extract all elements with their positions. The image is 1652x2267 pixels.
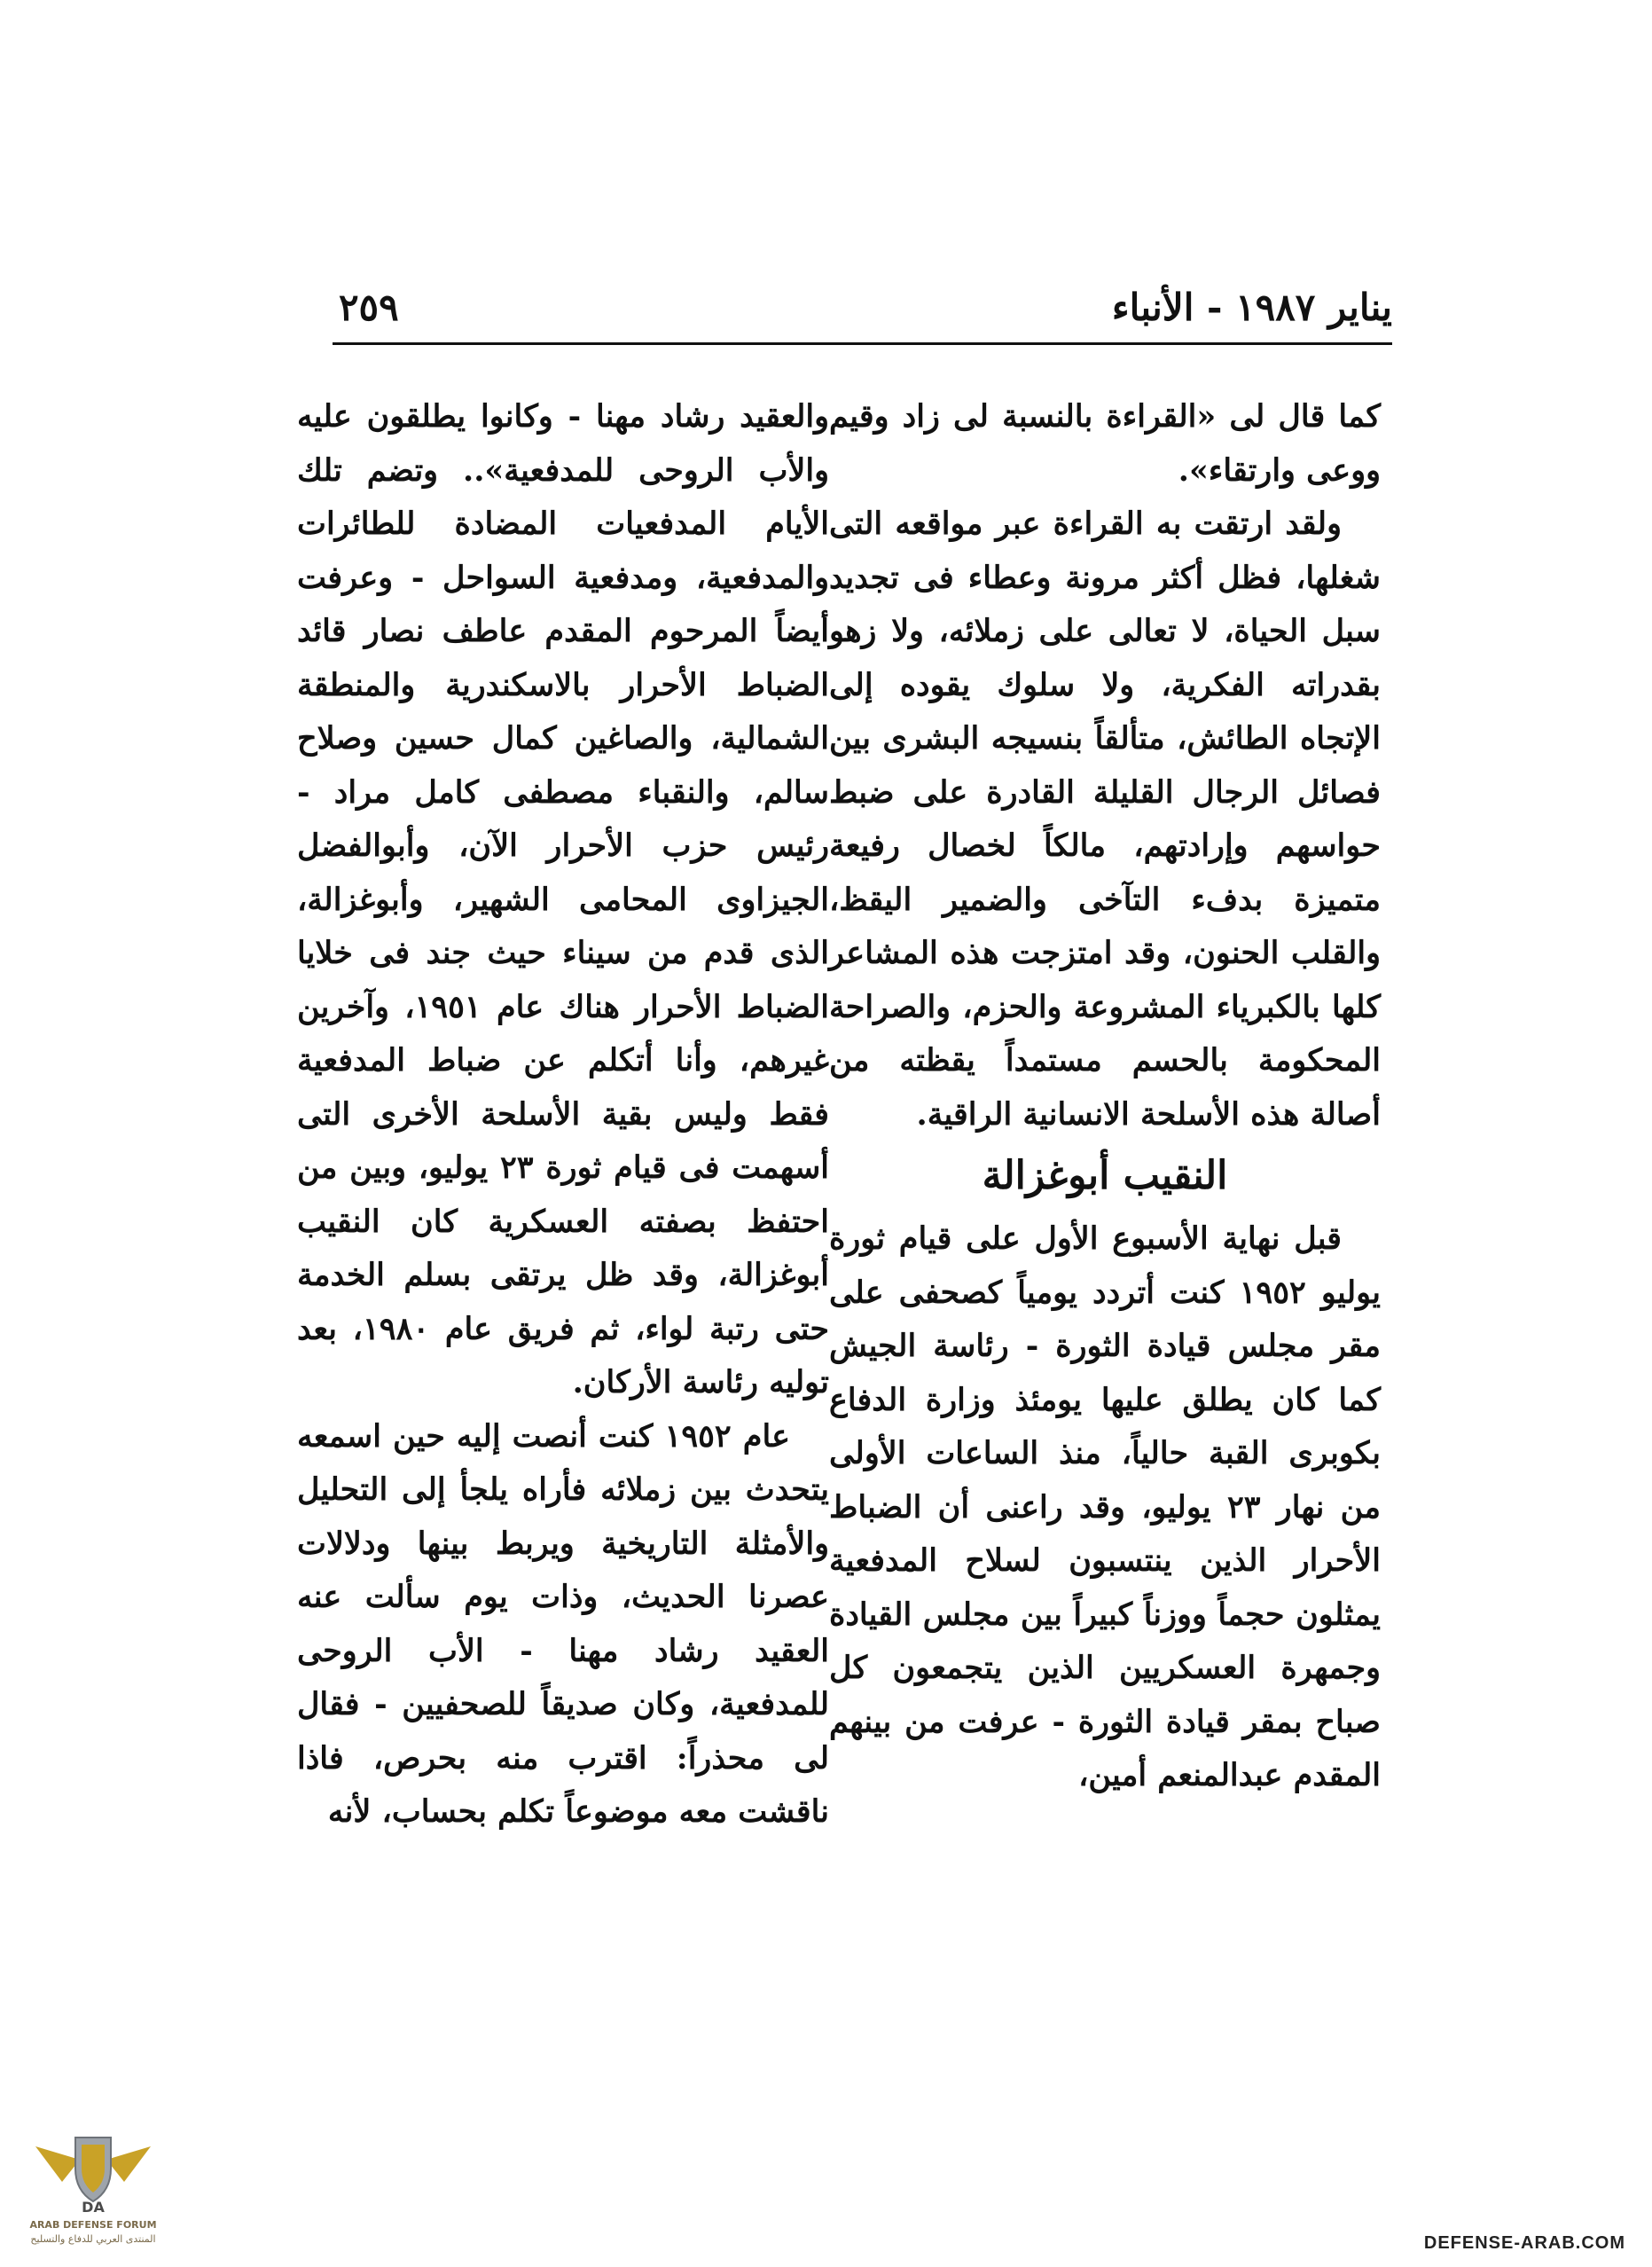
forum-logo — [27, 2120, 160, 2262]
running-title: يناير ١٩٨٧ - الأنباء — [1111, 286, 1392, 329]
logo-name: ARAB DEFENSE FORUM — [29, 2219, 157, 2231]
logo-letters: DA — [82, 2199, 105, 2216]
paragraph: كما قال لى «القراءة بالنسبة لى زاد وقيم ووعى وارتقاء». — [829, 398, 1381, 489]
section-heading: النقيب أبوغزالة — [982, 1153, 1228, 1198]
logo-subtitle: المنتدى العربي للدفاع والتسليح — [30, 2233, 156, 2245]
page-header — [328, 286, 1392, 346]
site-watermark: DEFENSE-ARAB.COM — [1423, 2233, 1625, 2253]
paragraph: عام ١٩٥٢ كنت أنصت إليه حين اسمعه يتحدث بين زملائه فأراه يلجأ إلى التحليل والأمثلة التاريخية ويربط بينها ودلالات عصرنا الحديث، وذات يوم سألت عنه العقيد رشاد مهنا - الأب الروحى للمدفعية، وكان صديقاً للصحفيين - فقال لى محذراً: اقترب منه بحرص، فاذا ناقشت معه موضوعاً تكلم بحساب، لأنه — [297, 1417, 829, 1830]
paragraph: والعقيد رشاد مهنا - وكانوا يطلقون عليه والأب الروحى للمدفعية».. وتضم تلك الأيام المدفعيات المضادة للطائرات والمدفعية، ومدفعية السواحل - وعرفت أيضاً المرحوم المقدم عاطف نصار قائد الضباط الأحرار بالاسكندرية والمنطقة الشمالية، والصاغين كمال حسين وصلاح سالم، والنقباء مصطفى كامل مراد - رئيس حزب الأحرار الآن، وأبوالفضل الجيزاوى المحامى الشهير، وأبوغزالة، الذى قدم من سيناء حيث جند فى خلايا الضباط الأحرار هناك عام ١٩٥١، وآخرين غيرهم، وأنا أتكلم عن ضباط المدفعية فقط وليس بقية الأسلحة الأخرى التى أسهمت فى قيام ثورة ٢٣ يوليو، وبين من احتفظ بصفته العسكرية كان النقيب أبوغزالة، وقد ظل يرتقى بسلم الخدمة حتى رتبة لواء، ثم فريق عام ١٩٨٠، بعد توليه رئاسة الأركان. — [297, 398, 829, 1400]
paragraph: قبل نهاية الأسبوع الأول على قيام ثورة يوليو ١٩٥٢ كنت أتردد يومياً كصحفى على مقر مجلس قيادة الثورة - رئاسة الجيش كما كان يطلق عليها يومئذ وزارة الدفاع بكوبرى القبة حالياً، منذ الساعات الأولى من نهار ٢٣ يوليو، وقد راعنى أن الضباط الأحرار الذين ينتسبون لسلاح المدفعية يمثلون حجماً ووزناً كبيراً بين مجلس القيادة وجمهرة العسكريين الذين يتجمعون كل صباح بمقر قيادة الثورة - عرفت من بينهم المقدم عبدالمنعم أمين، — [829, 1220, 1381, 1793]
right-column — [829, 390, 1381, 1803]
shield-emblem-icon — [27, 2120, 160, 2217]
header-rule — [333, 342, 1392, 345]
page-number: ٢٥٩ — [339, 286, 399, 329]
left-column — [297, 390, 829, 1839]
paragraph: ولقد ارتقت به القراءة عبر مواقعه التى شغلها، فظل أكثر مرونة وعطاء فى تجديد سبل الحياة، لا تعالى على زملائه، ولا زهو بقدراته الفكرية، ولا سلوك يقوده إلى الإتجاه الطائش، متألقاً بنسيجه البشرى بين فصائل الرجال القليلة القادرة على ضبط حواسهم وإرادتهم، مالكاً لخصال رفيعة متميزة بدفء التآخى والضمير اليقظ، والقلب الحنون، وقد امتزجت هذه المشاعر كلها بالكبرياء المشروعة والحزم، والصراحة المحكومة بالحسم مستمداً يقظته من أصالة هذه الأسلحة الانسانية الراقية. — [829, 506, 1381, 1133]
